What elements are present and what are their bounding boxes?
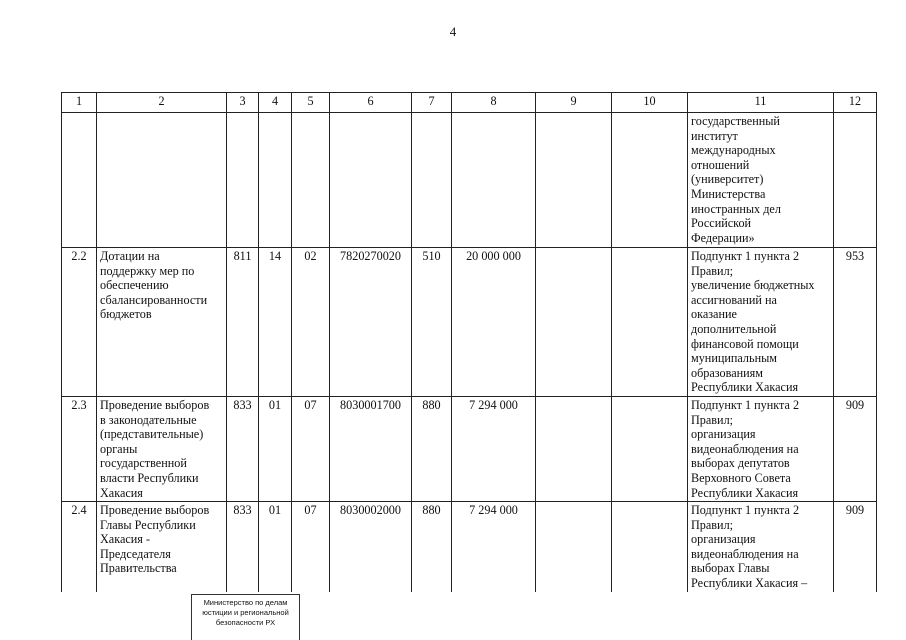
cell-name [97,113,227,248]
table-row [62,248,877,397]
column-header: 7 [412,93,452,113]
cell-name: Проведение выборов в законодательные (представительные) органы государственной власти Республики Хакасия [97,396,227,501]
column-header: 9 [536,93,612,113]
cell-col3: 833 [227,502,259,592]
header-row [62,93,877,113]
cell-number: 2.3 [62,396,97,501]
cell-col5: 07 [292,396,330,501]
stamp-line: юстиции и региональной [202,608,289,617]
cell-amount: 7 294 000 [452,502,536,592]
cell-col7: 880 [412,396,452,501]
cell-col6: 8030001700 [330,396,412,501]
ministry-stamp [191,594,300,640]
cell-number: 2.4 [62,502,97,592]
cell-basis: Подпункт 1 пункта 2 Правил; организация видеонаблюдения на выборах депутатов Верховного Совета Республики Хакасия [688,396,834,501]
cell-col4: 14 [259,248,292,397]
cell-name: Проведение выборов Главы Республики Хакасия - Председателя Правительства [97,502,227,592]
cell-col9 [536,502,612,592]
cell-col5: 02 [292,248,330,397]
budget-table [61,92,877,592]
cell-number [62,113,97,248]
cell-col10 [612,396,688,501]
cell-col7: 510 [412,248,452,397]
cell-col7 [412,113,452,248]
cell-col4 [259,113,292,248]
column-header: 12 [834,93,877,113]
cell-amount: 7 294 000 [452,396,536,501]
cell-col12: 953 [834,248,877,397]
cell-col9 [536,248,612,397]
cell-col3 [227,113,259,248]
cell-col5: 07 [292,502,330,592]
cell-amount: 20 000 000 [452,248,536,397]
cell-col10 [612,248,688,397]
cell-col12: 909 [834,396,877,501]
table-row [62,396,877,501]
cell-basis: Подпункт 1 пункта 2 Правил; организация видеонаблюдения на выборах Главы Республики Хакасия – [688,502,834,592]
cell-col3: 833 [227,396,259,501]
column-header: 3 [227,93,259,113]
column-header: 5 [292,93,330,113]
cell-col9 [536,113,612,248]
table-row [62,502,877,592]
cell-col6: 7820270020 [330,248,412,397]
column-header: 11 [688,93,834,113]
cell-col12 [834,113,877,248]
cell-col5 [292,113,330,248]
page-number: 4 [449,24,457,39]
table-row [62,113,877,248]
cell-col4: 01 [259,502,292,592]
cell-col9 [536,396,612,501]
column-header: 2 [97,93,227,113]
cell-col6 [330,113,412,248]
cell-basis: Подпункт 1 пункта 2 Правил; увеличение бюджетных ассигнований на оказание дополнительной финансовой помощи муниципальным образованиям Республики Хакасия [688,248,834,397]
column-header: 10 [612,93,688,113]
cell-basis: государственный институт международных отношений (университет) Министерства иностранных дел Российской Федерации» [688,113,834,248]
cell-col3: 811 [227,248,259,397]
column-header: 4 [259,93,292,113]
column-header: 6 [330,93,412,113]
cell-amount [452,113,536,248]
cell-number: 2.2 [62,248,97,397]
cell-col10 [612,113,688,248]
cell-col12: 909 [834,502,877,592]
cell-name: Дотации на поддержку мер по обеспечению сбалансированности бюджетов [97,248,227,397]
stamp-line: Министерство по делам [203,598,288,607]
stamp-line: безопасности РХ [215,618,276,627]
cell-col10 [612,502,688,592]
cell-col6: 8030002000 [330,502,412,592]
column-header: 8 [452,93,536,113]
cell-col7: 880 [412,502,452,592]
column-header: 1 [62,93,97,113]
cell-col4: 01 [259,396,292,501]
